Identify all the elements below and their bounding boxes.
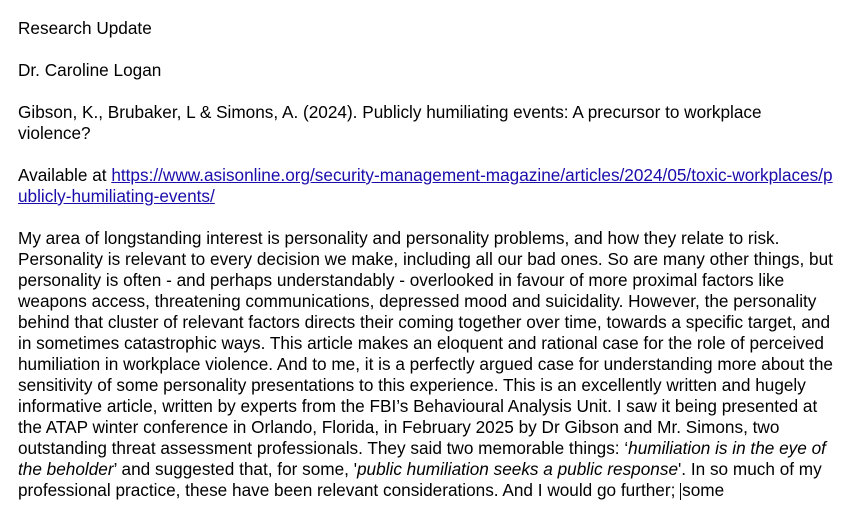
- document-heading: Research Update: [18, 18, 152, 38]
- author-name: Dr. Caroline Logan: [18, 60, 162, 80]
- body-text-tail: some: [682, 480, 725, 500]
- body-text-between: ’ and suggested that, for some, ': [113, 459, 357, 479]
- quote-humiliation-eye: humiliation is in the eye of the beholder: [18, 438, 826, 479]
- document: [18, 18, 838, 522]
- text-cursor: [680, 483, 681, 500]
- availability-prefix: Available at: [18, 165, 112, 185]
- article-link[interactable]: https://www.asisonline.org/security-management-magazine/articles/2024/05/toxic-workplaces/publicly-humiliating-events/: [18, 165, 833, 206]
- body-text-after: '. In so much of my professional practice, these have been relevant considerations. And I would go further;: [18, 459, 822, 500]
- body-paragraph[interactable]: [18, 228, 838, 501]
- quote-public-response: public humiliation seeks a public response: [357, 459, 679, 479]
- citation: Gibson, K., Brubaker, L & Simons, A. (2024). Publicly humiliating events: A precursor to workplace violence?: [18, 102, 762, 143]
- body-text-main: My area of longstanding interest is personality and personality problems, and how they relate to risk. Personality is relevant to every decision we make, including all our bad ones. So are many other things, but personality is often - and perhaps understandably - overlooked in favour of more proximal factors like weapons access, threatening communications, depressed mood and suicidality. However, the personality behind that cluster of relevant factors directs their coming together over time, towards a specific target, and in sometimes catastrophic ways. This article makes an eloquent and rational case for the role of perceived humiliation in workplace violence. And to me, it is a perfectly argued case for understanding more about the sensitivity of some personality presentations to this experience. This is an excellently written and hugely informative article, written by experts from the FBI’s Behavioural Analysis Unit. I saw it being presented at the ATAP winter conference in Orlando, Florida, in February 2025 by Dr Gibson and Mr. Simons, two outstanding threat assessment professionals. They said two memorable things: ‘: [18, 228, 833, 458]
- availability-line: [18, 165, 838, 207]
